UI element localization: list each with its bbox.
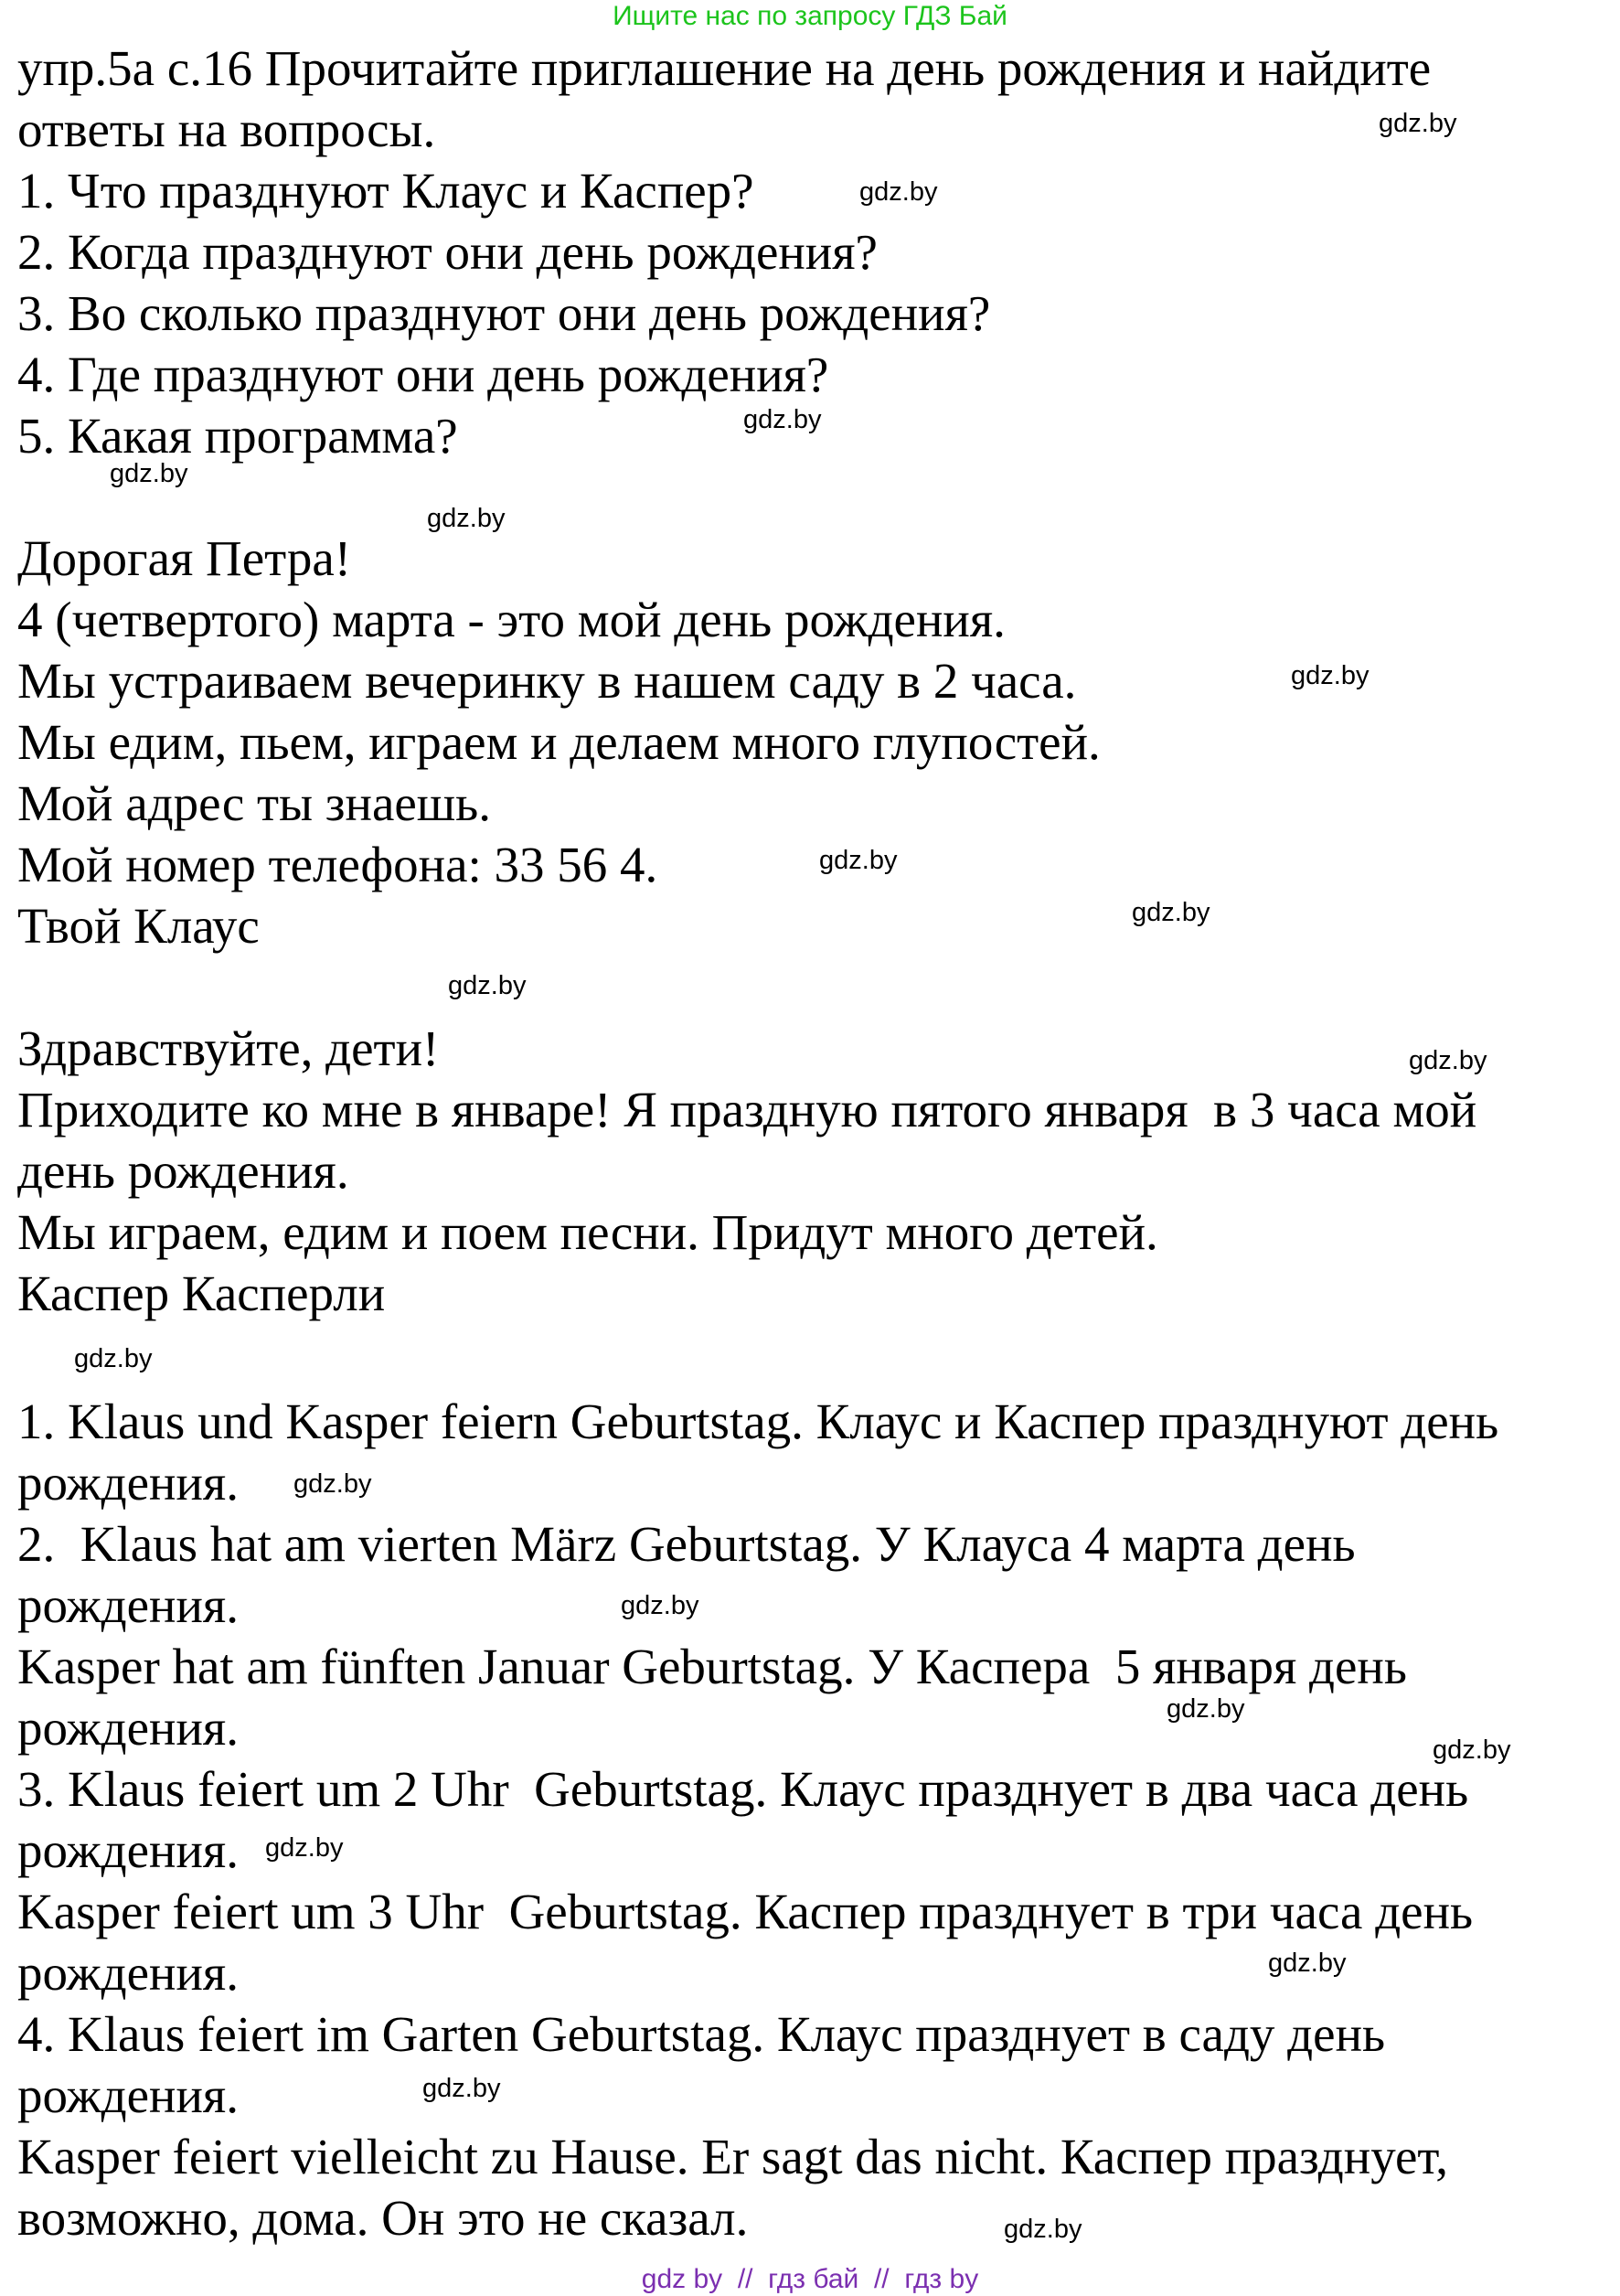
answer-line: рождения. [17, 1577, 239, 1633]
watermark: gdz.by [621, 1591, 699, 1620]
klaus-letter-signature: Твой Клаус [17, 898, 260, 954]
kasper-letter-line: день рождения. [17, 1143, 349, 1199]
watermark: gdz.by [427, 504, 506, 533]
klaus-letter-line: Мой номер телефона: 33 56 4. [17, 837, 658, 892]
watermark: gdz.by [1409, 1046, 1487, 1075]
watermark: gdz.by [1433, 1735, 1511, 1765]
answer-line: 2. Klaus hat am vierten März Geburtstag. У Клауса 4 марта день [17, 1516, 1356, 1572]
watermark: gdz.by [1004, 2215, 1082, 2244]
kasper-letter-line: Мы играем, едим и поем песни. Придут много детей. [17, 1204, 1158, 1260]
kasper-letter-signature: Каспер Касперли [17, 1265, 386, 1321]
kasper-letter-greeting: Здравствуйте, дети! [17, 1020, 440, 1076]
watermark: gdz.by [1291, 661, 1370, 690]
question-2: 2. Когда празднуют они день рождения? [17, 224, 878, 280]
answer-line: Kasper hat am fünften Januar Geburtstag. У Каспера 5 января день [17, 1639, 1407, 1694]
watermark: gdz.by [1379, 109, 1457, 138]
watermark: gdz.by [859, 177, 938, 207]
watermark: gdz.by [110, 459, 188, 488]
watermark: gdz.by [1268, 1949, 1347, 1978]
answer-line: рождения. [17, 2067, 239, 2123]
klaus-letter-greeting: Дорогая Петра! [17, 530, 352, 586]
answer-line: Kasper feiert um 3 Uhr Geburtstag. Каспер празднует в три часа день [17, 1884, 1474, 1939]
watermark: gdz.by [1132, 898, 1210, 927]
klaus-letter-line: 4 (четвертого) марта - это мой день рождения. [17, 592, 1006, 647]
watermark: gdz.by [743, 405, 822, 434]
search-hint-link[interactable]: Ищите нас по запросу ГДЗ Бай [613, 1, 1007, 31]
klaus-letter-line: Мой адрес ты знаешь. [17, 775, 491, 831]
watermark: gdz.by [265, 1833, 344, 1863]
question-5: 5. Какая программа? [17, 408, 458, 464]
watermark: gdz.by [422, 2074, 501, 2103]
klaus-letter-line: Мы устраиваем вечеринку в нашем саду в 2 часа. [17, 653, 1077, 709]
watermark: gdz.by [293, 1469, 372, 1499]
question-3: 3. Во сколько празднуют они день рождения? [17, 285, 991, 341]
klaus-letter-line: Мы едим, пьем, играем и делаем много глупостей. [17, 714, 1101, 770]
watermark: gdz.by [819, 846, 898, 875]
task-title-line-2: ответы на вопросы. [17, 101, 436, 157]
answer-line: рождения. [17, 1455, 239, 1511]
question-1: 1. Что празднуют Клаус и Каспер? [17, 163, 754, 219]
footer-links[interactable]: gdz by // гдз бай // гдз by [641, 2264, 979, 2294]
watermark: gdz.by [448, 971, 527, 1000]
answer-line: возможно, дома. Он это не сказал. [17, 2190, 749, 2246]
watermark: gdz.by [1167, 1694, 1245, 1724]
question-4: 4. Где празднуют они день рождения? [17, 347, 829, 402]
kasper-letter-line: Приходите ко мне в январе! Я праздную пятого января в 3 часа мой [17, 1082, 1477, 1137]
answer-line: рождения. [17, 1700, 239, 1756]
answer-line: рождения. [17, 1945, 239, 2001]
answer-line: 1. Klaus und Kasper feiern Geburtstag. Клаус и Каспер празднуют день [17, 1394, 1499, 1449]
task-title-line-1: упр.5а с.16 Прочитайте приглашение на день рождения и найдите [17, 40, 1432, 96]
watermark: gdz.by [74, 1344, 153, 1373]
answer-line: рождения. [17, 1822, 239, 1878]
answer-line: 4. Klaus feiert im Garten Geburtstag. Клаус празднует в саду день [17, 2006, 1386, 2062]
answer-line: Kasper feiert vielleicht zu Hause. Er sagt das nicht. Каспер празднует, [17, 2129, 1449, 2184]
answer-line: 3. Klaus feiert um 2 Uhr Geburtstag. Клаус празднует в два часа день [17, 1761, 1469, 1817]
